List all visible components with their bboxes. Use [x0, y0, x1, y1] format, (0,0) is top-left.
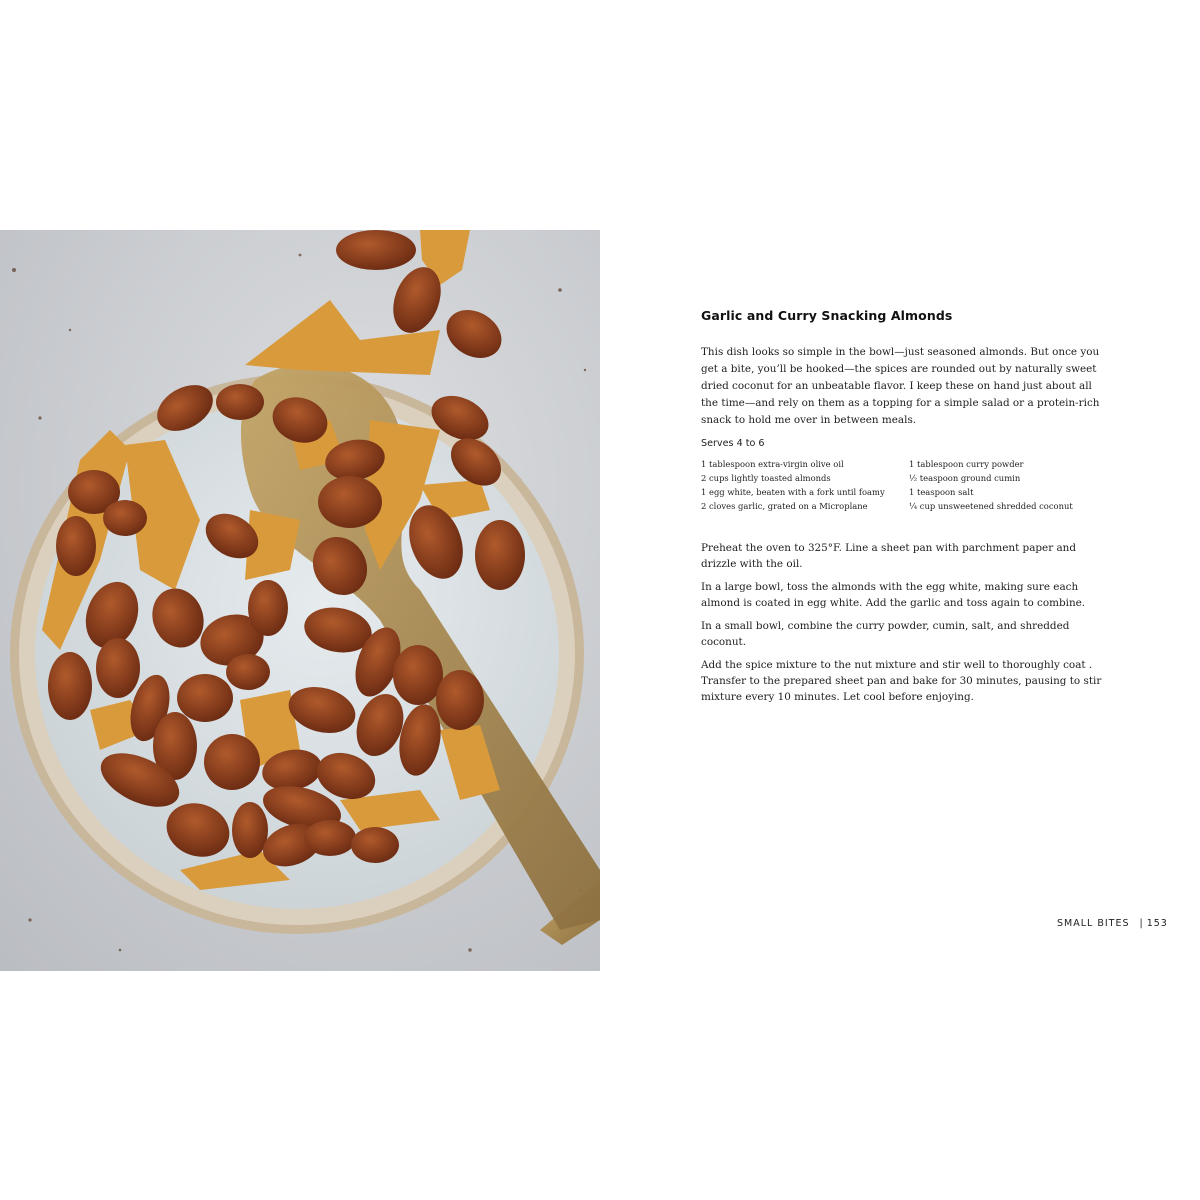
recipe-photo [0, 230, 600, 971]
recipe-step: In a small bowl, combine the curry powder, cumin, salt, and shredded coconut. [701, 620, 1070, 648]
ingredient-item: 2 cups lightly toasted almonds [701, 473, 831, 483]
ingredients-column-left [701, 457, 909, 513]
ingredients-list [701, 457, 1106, 513]
ingredient-item: 1 tablespoon extra-virgin olive oil [701, 459, 844, 469]
ingredient-item: 1 tablespoon curry powder [909, 459, 1024, 469]
recipe-serves: Serves 4 to 6 [701, 438, 765, 449]
bowl-of-spiced-almonds-icon [0, 230, 600, 971]
recipe-text [701, 308, 1106, 712]
ingredient-item: ¼ cup unsweetened shredded coconut [909, 501, 1073, 511]
recipe-intro: This dish looks so simple in the bowl—just seasoned almonds. But once you get a bite, you’ll be hooked—the spices are rounded out by naturally sweet dried coconut for an unbeatable flavor. I keep these on hand just about all the time—and rely on them as a topping for a simple salad or a protein-rich snack to hold me over in between meals. [701, 346, 1100, 426]
ingredient-item: 1 egg white, beaten with a fork until foamy [701, 487, 885, 497]
ingredient-item: 1 teaspoon salt [909, 487, 974, 497]
section-name: SMALL BITES [1057, 918, 1130, 929]
recipe-step: Preheat the oven to 325°F. Line a sheet pan with parchment paper and drizzle with the oil. [701, 542, 1077, 570]
recipe-step: Add the spice mixture to the nut mixture and stir well to thoroughly coat . Transfer to the prepared sheet pan and bake for 30 minutes, pausing to stir mixture every 10 minutes. Let cool before enjoying. [701, 659, 1102, 703]
page-footer [1057, 918, 1168, 929]
ingredients-column-right [909, 457, 1073, 513]
ingredient-item: 2 cloves garlic, grated on a Microplane [701, 501, 868, 511]
footer-separator: | [1139, 918, 1144, 929]
recipe-step: In a large bowl, toss the almonds with the egg white, making sure each almond is coated in egg white. Add the garlic and toss again to combine. [701, 581, 1086, 609]
recipe-title: Garlic and Curry Snacking Almonds [701, 308, 953, 323]
page-number: 153 [1146, 918, 1168, 929]
recipe-steps [701, 540, 1106, 705]
ingredient-item: ½ teaspoon ground cumin [909, 473, 1021, 483]
